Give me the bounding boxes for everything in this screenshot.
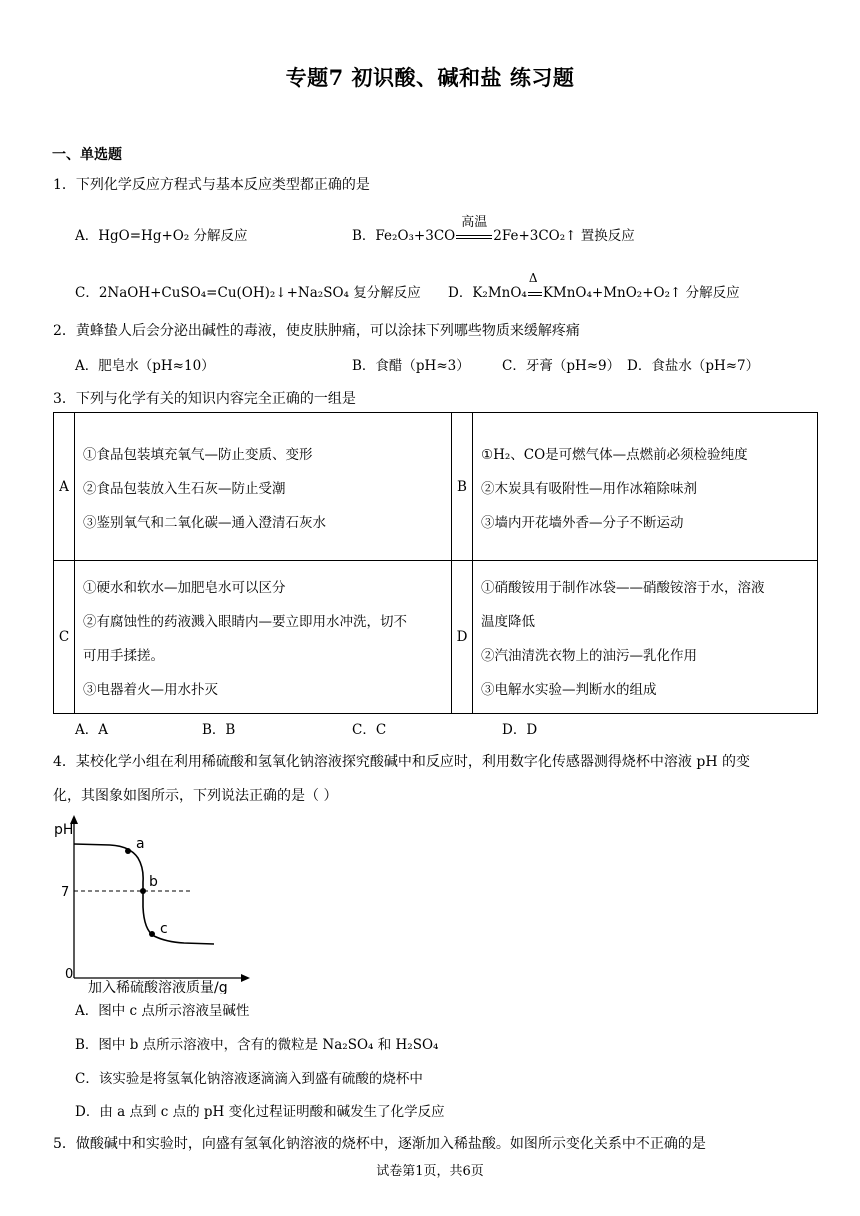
q1-option-b-rhs: 2Fe+3CO₂↑ 置换反应 bbox=[493, 228, 635, 244]
cell-d-line: 温度降低 bbox=[481, 614, 535, 630]
q2-option-d: D．食盐水（pH≈7） bbox=[627, 358, 760, 374]
row-label-d: D bbox=[452, 561, 473, 714]
point-a-label: a bbox=[136, 836, 145, 852]
cell-a-line: ①食品包装填充氧气—防止变质、变形 bbox=[83, 446, 313, 463]
q1-option-b-lhs: B．Fe₂O₃+3CO bbox=[352, 228, 456, 244]
q4-option-d: D．由 a 点到 c 点的 pH 变化过程证明酸和碱发生了化学反应 bbox=[75, 1104, 445, 1120]
cell-a bbox=[75, 413, 452, 561]
y-tick-7: 7 bbox=[61, 885, 70, 900]
page-title: 专题7 初识酸、碱和盐 练习题 bbox=[285, 65, 575, 90]
table-row bbox=[54, 413, 818, 561]
point-b-label: b bbox=[149, 874, 158, 890]
origin-label: 0 bbox=[65, 967, 74, 982]
q1-option-b bbox=[352, 215, 635, 244]
q3-stem: 3．下列与化学有关的知识内容完全正确的一组是 bbox=[53, 391, 356, 407]
q3-option-d: D．D bbox=[502, 722, 538, 738]
q4-option-c: C．该实验是将氢氧化钠溶液逐滴滴入到盛有硫酸的烧杯中 bbox=[75, 1071, 423, 1087]
q1-option-d bbox=[448, 271, 740, 301]
y-axis-label: pH bbox=[54, 822, 74, 838]
q4-option-b: B．图中 b 点所示溶液中，含有的微粒是 Na₂SO₄ 和 H₂SO₄ bbox=[75, 1037, 439, 1053]
cell-b-line: ②木炭具有吸附性—用作冰箱除味剂 bbox=[481, 480, 697, 497]
point-c-dot bbox=[149, 931, 155, 937]
cell-c-line: ②有腐蚀性的药液溅入眼睛内—要立即用水冲洗，切不 bbox=[83, 614, 407, 630]
q1-stem: 1．下列化学反应方程式与基本反应类型都正确的是 bbox=[53, 177, 370, 193]
ph-graph bbox=[48, 812, 258, 994]
point-b-dot bbox=[140, 888, 146, 894]
q4-stem-line1: 4．某校化学小组在利用稀硫酸和氢氧化钠溶液探究酸碱中和反应时，利用数字化传感器测得烧杯中溶液 pH 的变 bbox=[53, 754, 750, 770]
section-heading: 一、单选题 bbox=[52, 147, 122, 163]
q3-option-a: A．A bbox=[75, 722, 108, 738]
row-label-c: C bbox=[54, 561, 75, 714]
delta-icon: Δ bbox=[528, 271, 538, 285]
cell-b-line: ①H₂、CO是可燃气体—点燃前必须检验纯度 bbox=[481, 446, 748, 463]
q3-option-c: C．C bbox=[352, 722, 387, 738]
q2-option-c: C．牙膏（pH≈9） bbox=[502, 358, 621, 374]
cell-c bbox=[75, 561, 452, 714]
q3-option-b: B．B bbox=[202, 722, 236, 738]
cell-b-line: ③墙内开花墙外香—分子不断运动 bbox=[481, 514, 684, 531]
q1-option-d-condition bbox=[527, 271, 543, 301]
q1-option-d-rhs: KMnO₄+MnO₂+O₂↑ 分解反应 bbox=[542, 285, 740, 301]
q2-stem: 2．黄蜂蛰人后会分泌出碱性的毒液，使皮肤肿痛，可以涂抹下列哪些物质来缓解疼痛 bbox=[53, 323, 580, 339]
cell-a-line: ③鉴别氧气和二氧化碳—通入澄清石灰水 bbox=[83, 514, 326, 531]
q1-option-b-cond-text: 高温 bbox=[461, 215, 488, 230]
q1-option-c: C．2NaOH+CuSO₄=Cu(OH)₂↓+Na₂SO₄ 复分解反应 bbox=[75, 285, 421, 301]
cell-c-line: ①硬水和软水—加肥皂水可以区分 bbox=[83, 580, 286, 596]
cell-c-line: ③电器着火—用水扑灭 bbox=[83, 682, 218, 698]
x-axis-arrow-icon bbox=[241, 974, 250, 982]
q1-option-a: A．HgO=Hg+O₂ 分解反应 bbox=[75, 228, 248, 244]
cell-b bbox=[473, 413, 818, 561]
point-c-label: c bbox=[160, 921, 168, 937]
cell-a-line: ②食品包装放入生石灰—防止受潮 bbox=[83, 480, 286, 497]
q4-option-a: A．图中 c 点所示溶液呈碱性 bbox=[75, 1003, 250, 1019]
row-label-a: A bbox=[54, 413, 75, 561]
q1-option-d-lhs: D．K₂MnO₄ bbox=[448, 285, 527, 301]
ph-curve bbox=[74, 844, 214, 944]
q2-option-b: B．食醋（pH≈3） bbox=[352, 358, 470, 374]
knowledge-table bbox=[53, 412, 818, 714]
double-line-icon bbox=[528, 292, 542, 296]
cell-d-line: ①硝酸铵用于制作冰袋——硝酸铵溶于水，溶液 bbox=[481, 580, 765, 596]
table-row bbox=[54, 561, 818, 714]
cell-d-line: ②汽油清洗衣物上的油污—乳化作用 bbox=[481, 648, 697, 664]
q4-stem-line2: 化，其图象如图所示，下列说法正确的是（ ） bbox=[53, 788, 338, 804]
cell-d-line: ③电解水实验—判断水的组成 bbox=[481, 682, 657, 698]
q5-stem: 5．做酸碱中和实验时，向盛有氢氧化钠溶液的烧杯中，逐渐加入稀盐酸。如图所示变化关系中不正确的是 bbox=[53, 1136, 706, 1152]
row-label-b: B bbox=[452, 413, 473, 561]
double-line-icon bbox=[456, 235, 492, 239]
x-axis-label: 加入稀硫酸溶液质量/g bbox=[88, 980, 228, 994]
q1-option-b-condition bbox=[455, 215, 493, 244]
cell-c-line: 可用手揉搓。 bbox=[83, 648, 164, 664]
q2-option-a: A．肥皂水（pH≈10） bbox=[75, 358, 215, 374]
page-footer: 试卷第1页，共6页 bbox=[376, 1164, 484, 1179]
point-a-dot bbox=[125, 848, 131, 854]
cell-d bbox=[473, 561, 818, 714]
